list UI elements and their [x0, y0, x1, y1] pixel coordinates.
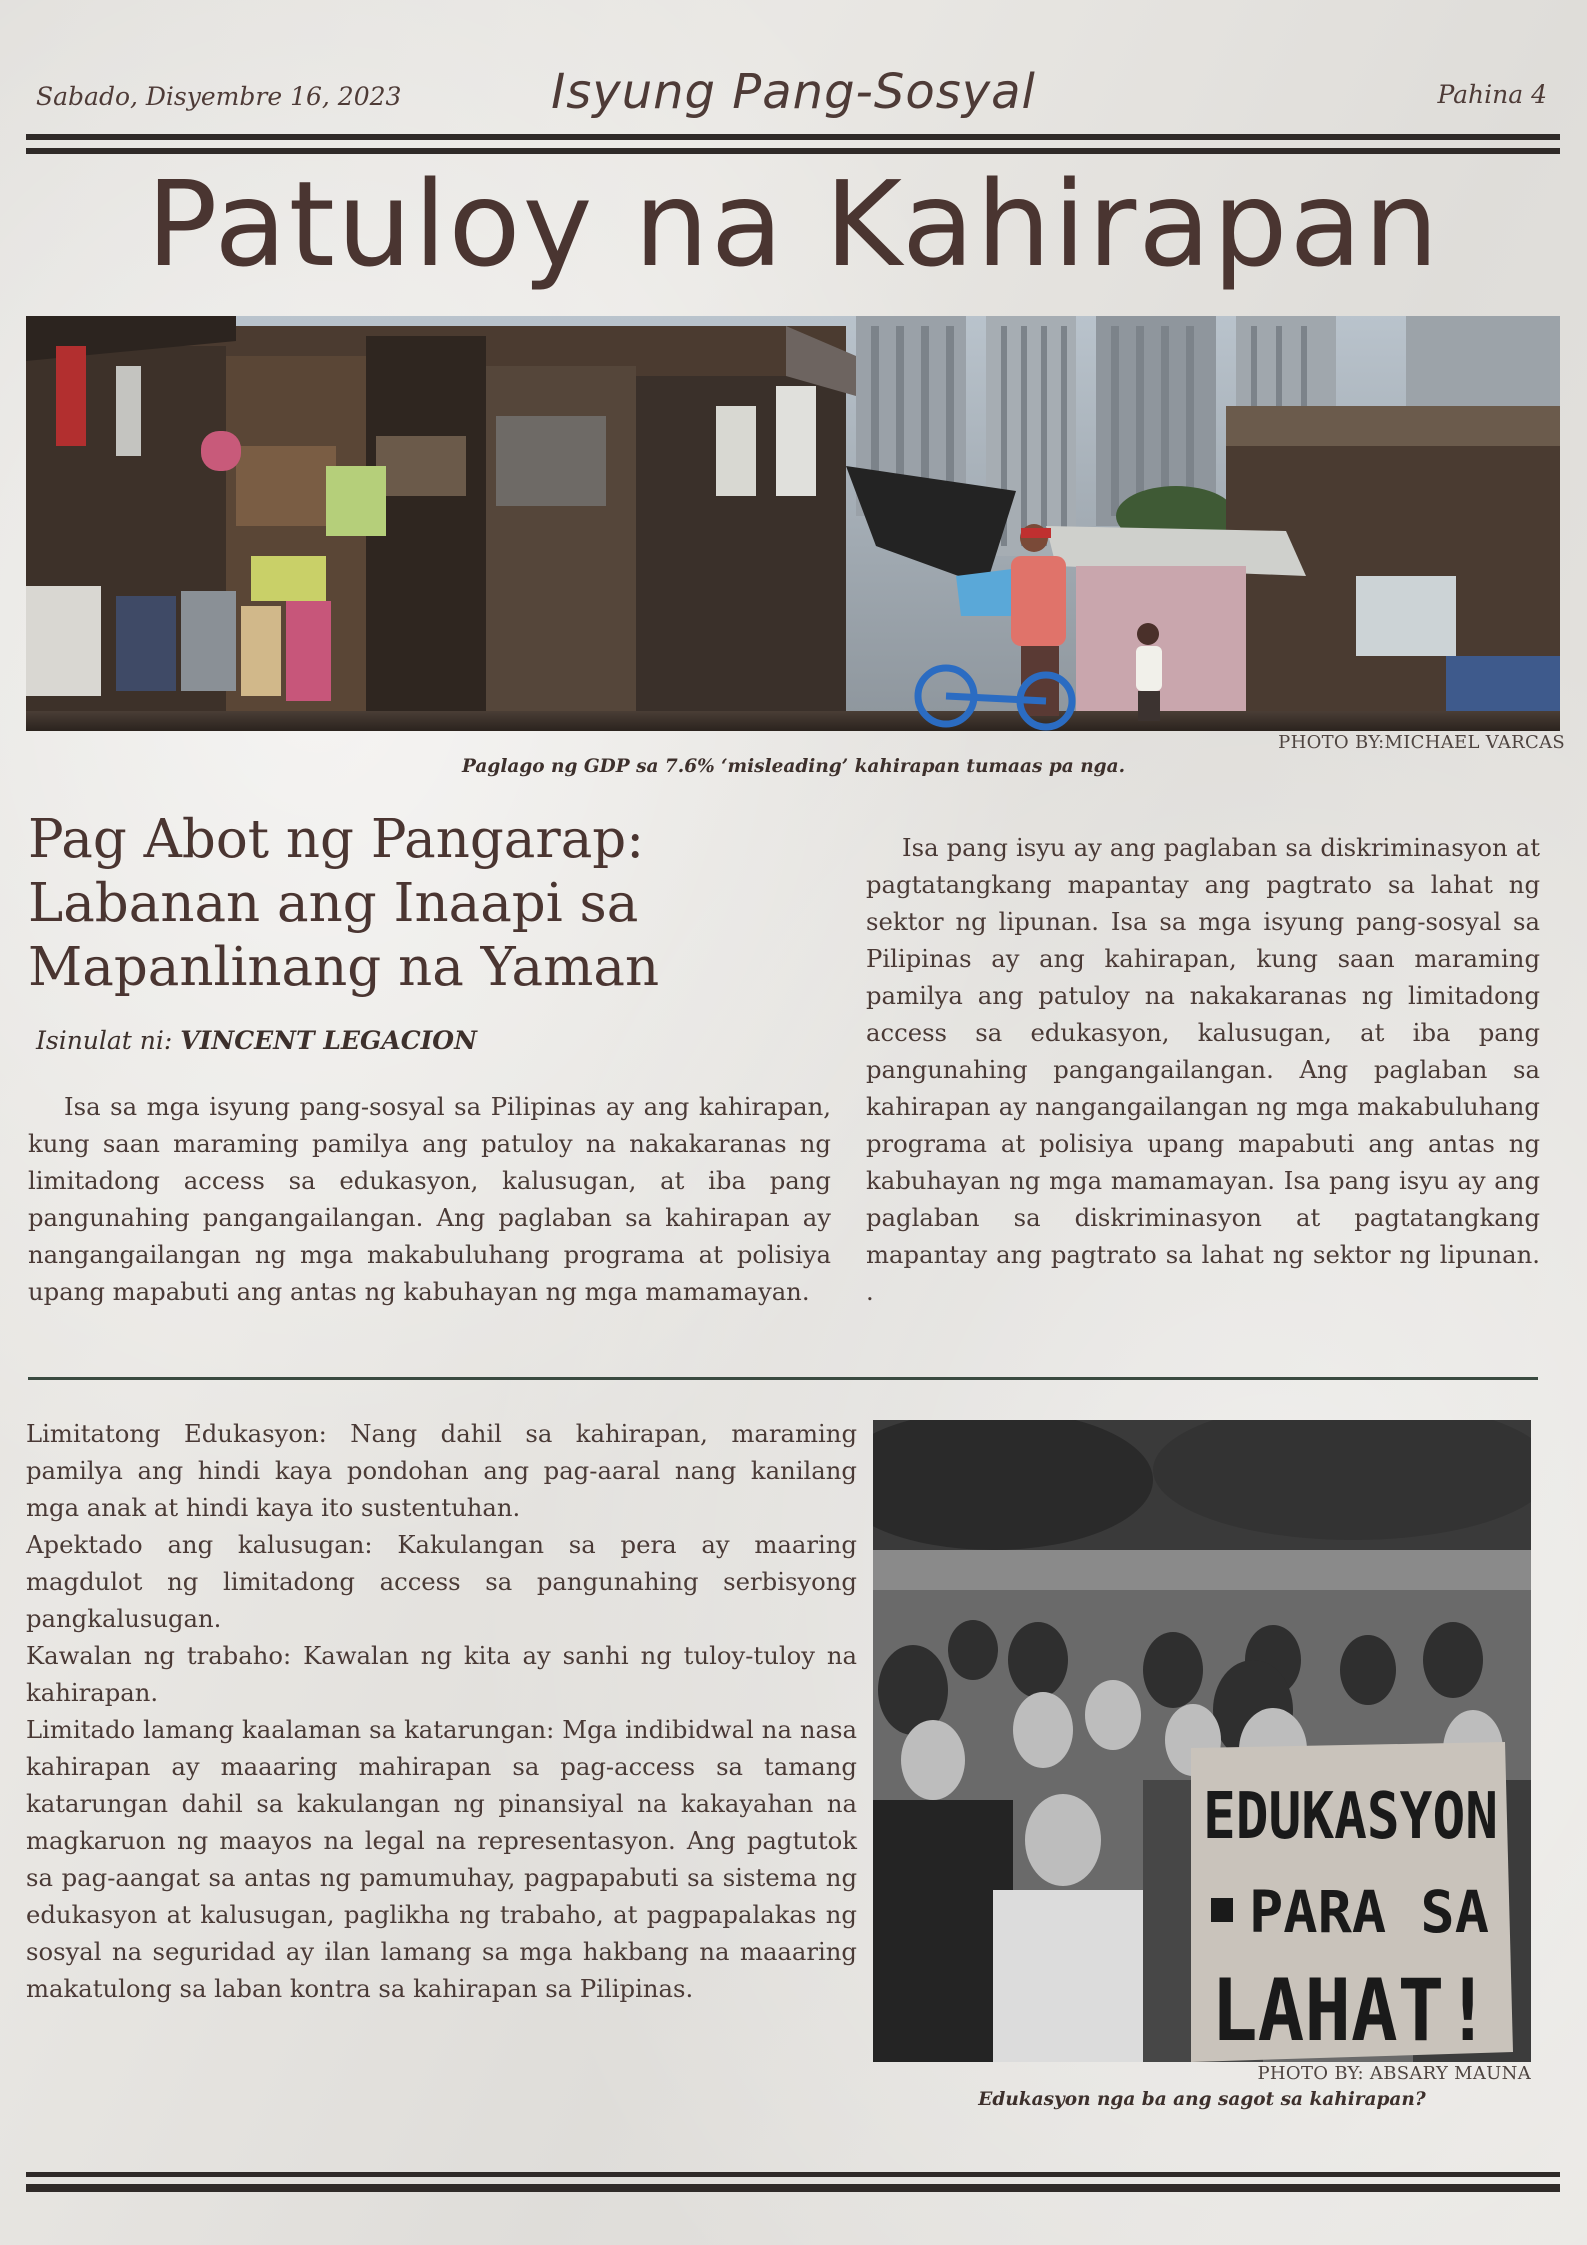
list-item: Limitatong Edukasyon: Nang dahil sa kahirapan, maraming pamilya ang hindi kaya pondohan ang pag-aaral nang kanilang mga anak at hindi kaya ito sustentuhan.	[26, 1419, 857, 1522]
sign-text-2: PARA SA	[1249, 1878, 1489, 1946]
main-headline: Patuloy na Kahirapan	[146, 155, 1441, 293]
byline-author: VINCENT LEGACION	[180, 1026, 477, 1055]
section-divider	[28, 1377, 1538, 1380]
byline	[36, 1026, 477, 1055]
protest-sign	[1191, 1742, 1513, 2062]
section-title: Isyung Pang-Sosyal	[551, 64, 1036, 120]
sign-text-1: EDUKASYON	[1203, 1780, 1498, 1854]
footer-rule-bottom	[26, 2184, 1560, 2192]
masthead-rule-top	[26, 134, 1560, 140]
footer-rule-top	[26, 2172, 1560, 2177]
masthead-rule-bottom	[26, 148, 1560, 154]
article-paragraph-right: Isa pang isyu ay ang paglaban sa diskriminasyon at pagtatangkang mapantay ang pagtrato sa lahat ng sektor ng lipunan. Isa sa mga isyung pang-sosyal sa Pilipinas ay ang kahirapan, kung saan maraming pamilya ang patuloy na nakakaranas ng limitadong access sa edukasyon, kalusugan, at iba pang pangunahing pangangailangan. Ang paglaban sa kahirapan ay nangangailangan ng mga makabuluhang programa at polisiya upang mapabuti ang antas ng kabuhayan ng mga mamamayan. Isa pang isyu ay ang paglaban sa diskriminasyon at pagtatangkang mapantay ang pagtrato sa lahat ng sektor ng lipunan. .	[866, 833, 1540, 1306]
article-title: Pag Abot ng Pangarap: Labanan ang Inaapi sa Mapanlinang na Yaman	[28, 809, 660, 998]
protest-photo	[873, 1420, 1531, 2062]
issue-date: Sabado, Disyembre 16, 2023	[36, 82, 402, 111]
list-item: Limitado lamang kaalaman sa katarungan: Mga indibidwal na nasa kahirapan ay maaaring mahirapan sa pag-access sa tamang katarungan dahil sa kakulangan ng pinansiyal na kakayahan na magkaruon ng maayos na legal na representasyon. Ang pagtutok sa pag-aangat sa antas ng pamumuhay, pagpapabuti sa sistema ng edukasyon at kalusugan, paglikha ng trabaho, at pagpapalakas ng sosyal na seguridad ay ilan lamang sa mga hakbang na maaaring makatulong sa laban kontra sa kahirapan sa Pilipinas.	[26, 1715, 857, 2003]
page-number: Pahina 4	[1437, 80, 1547, 109]
top-photo-credit: PHOTO BY:MICHAEL VARCAS	[1278, 732, 1565, 753]
byline-label: Isinulat ni:	[36, 1026, 173, 1055]
bottom-photo-credit: PHOTO BY: ABSARY MAUNA	[1257, 2063, 1531, 2084]
issues-list	[26, 1415, 857, 2007]
sign-text-3: LAHAT!	[1211, 1961, 1491, 2061]
bottom-photo-caption: Edukasyon nga ba ang sagot sa kahirapan?	[978, 2089, 1426, 2110]
top-photo-caption: Paglago ng GDP sa 7.6% ‘misleading’ kahirapan tumaas pa nga.	[461, 756, 1126, 777]
list-item: Kawalan ng trabaho: Kawalan ng kita ay sanhi ng tuloy-tuloy na kahirapan.	[26, 1641, 857, 1707]
list-item: Apektado ang kalusugan: Kakulangan sa pera ay maaring magdulot ng limitadong access sa pangunahing serbisyong pangkalusugan.	[26, 1530, 857, 1633]
slum-photo	[26, 316, 1560, 731]
article-paragraph-left: Isa sa mga isyung pang-sosyal sa Pilipinas ay ang kahirapan, kung saan maraming pamilya ang patuloy na nakakaranas ng limitadong access sa edukasyon, kalusugan, at iba pang pangunahing pangangailangan. Ang paglaban sa kahirapan ay nangangailangan ng mga makabuluhang programa at polisiya upang mapabuti ang antas ng kabuhayan ng mga mamamayan.	[28, 1092, 831, 1306]
